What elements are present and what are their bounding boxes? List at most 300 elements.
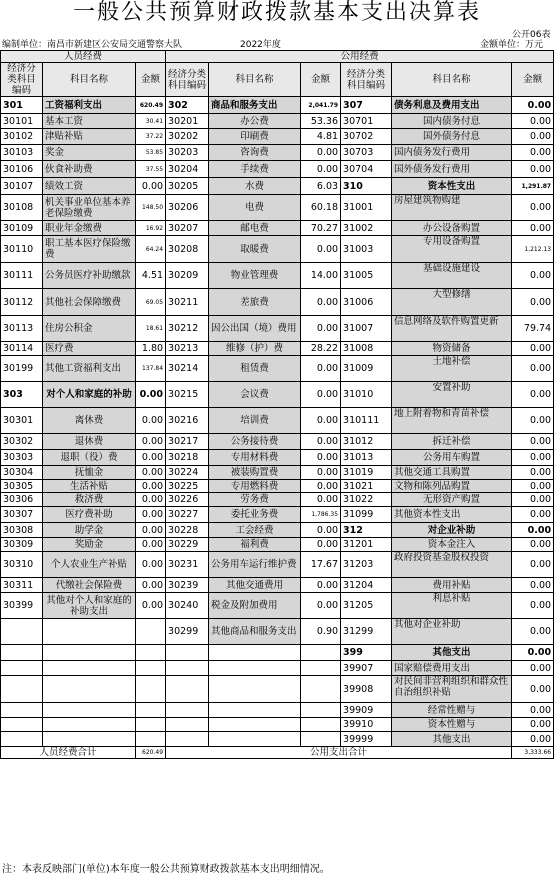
table-row (1, 408, 554, 434)
table-row (1, 145, 554, 161)
item-amount: 0.00 (512, 538, 554, 552)
item-code: 30307 (1, 507, 43, 523)
item-name: 对民间非营利组织和群众性自治组织补贴 (392, 676, 512, 703)
item-code: 31022 (341, 493, 392, 507)
item-amount: 16.92 (136, 221, 166, 236)
item-code: 30114 (1, 342, 43, 356)
item-code (1, 676, 43, 703)
item-name: 基础设施建设 (392, 263, 512, 289)
table-row (1, 382, 554, 408)
item-amount: 0.00 (301, 450, 341, 466)
item-code: 307 (341, 97, 392, 114)
item-amount: 0.00 (136, 382, 166, 408)
item-amount: 17.67 (301, 552, 341, 578)
item-name: 福利费 (209, 538, 301, 552)
item-code: 303 (1, 382, 43, 408)
item-name: 对企业补助 (392, 523, 512, 538)
item-amount: 0.00 (512, 661, 554, 676)
item-code: 39999 (341, 732, 392, 747)
item-amount: 4.51 (136, 263, 166, 289)
item-name (209, 645, 301, 661)
item-name (209, 703, 301, 718)
item-amount: 137.84 (136, 356, 166, 382)
item-name: 劳务费 (209, 493, 301, 507)
item-name: 助学金 (43, 523, 136, 538)
item-code (166, 645, 209, 661)
item-amount: 14.00 (301, 263, 341, 289)
item-code: 30113 (1, 316, 43, 342)
item-amount: 0.90 (301, 619, 341, 645)
table-row (1, 619, 554, 645)
item-amount: 30.41 (136, 114, 166, 129)
item-amount: 0.00 (512, 450, 554, 466)
table-row (1, 661, 554, 676)
item-name: 国内债务付息 (392, 114, 512, 129)
item-code (1, 718, 43, 732)
item-amount: 0.00 (136, 178, 166, 195)
item-amount: 28.22 (301, 342, 341, 356)
item-name: 费用补贴 (392, 578, 512, 593)
item-name: 救济费 (43, 493, 136, 507)
table-row (1, 129, 554, 145)
item-name: 安置补助 (392, 382, 512, 408)
item-amount: 0.00 (136, 523, 166, 538)
item-amount: 148.50 (136, 195, 166, 221)
item-code: 30203 (166, 145, 209, 161)
item-amount: 0.00 (136, 578, 166, 593)
item-code: 30240 (166, 593, 209, 619)
item-code: 31003 (341, 236, 392, 263)
item-code: 30226 (166, 493, 209, 507)
item-amount: 0.00 (512, 578, 554, 593)
item-name: 咨询费 (209, 145, 301, 161)
item-code: 31005 (341, 263, 392, 289)
table-row (1, 236, 554, 263)
item-name: 公务用车购置 (392, 450, 512, 466)
item-code: 30205 (166, 178, 209, 195)
item-amount: 1,291.87 (512, 178, 554, 195)
item-name (43, 703, 136, 718)
item-amount: 0.00 (301, 236, 341, 263)
item-name: 公务员医疗补助缴款 (43, 263, 136, 289)
item-code: 30309 (1, 538, 43, 552)
item-name: 其他交通工具购置 (392, 466, 512, 480)
item-code: 30310 (1, 552, 43, 578)
item-amount: 0.00 (512, 523, 554, 538)
item-name: 被装购置费 (209, 466, 301, 480)
item-name: 税金及附加费用 (209, 593, 301, 619)
item-amount: 0.00 (136, 466, 166, 480)
item-name: 其他支出 (392, 732, 512, 747)
item-code: 31201 (341, 538, 392, 552)
item-name: 房屋建筑物购建 (392, 195, 512, 221)
table-row (1, 434, 554, 450)
item-amount: 0.00 (301, 593, 341, 619)
table-row (1, 507, 554, 523)
item-name: 专用燃料费 (209, 480, 301, 493)
item-name: 资本金注入 (392, 538, 512, 552)
item-code: 30111 (1, 263, 43, 289)
item-amount: 0.00 (512, 161, 554, 178)
item-code: 39910 (341, 718, 392, 732)
item-name: 债务利息及费用支出 (392, 97, 512, 114)
item-code: 39907 (341, 661, 392, 676)
table-row (1, 732, 554, 747)
item-code (166, 661, 209, 676)
item-amount (301, 703, 341, 718)
item-amount: 6.03 (301, 178, 341, 195)
item-amount: 0.00 (512, 732, 554, 747)
item-name: 手续费 (209, 161, 301, 178)
item-name: 培训费 (209, 408, 301, 434)
item-amount: 4.81 (301, 129, 341, 145)
item-name: 其他对个人和家庭的补助支出 (43, 593, 136, 619)
item-code: 30202 (166, 129, 209, 145)
item-code: 31205 (341, 593, 392, 619)
item-amount: 0.00 (512, 289, 554, 316)
table-row (1, 523, 554, 538)
item-name (43, 619, 136, 645)
item-name: 公务用车运行维护费 (209, 552, 301, 578)
item-name: 绩效工资 (43, 178, 136, 195)
item-name (43, 661, 136, 676)
item-amount (136, 703, 166, 718)
compiling-unit: 编制单位：南昌市新建区公安局交通警察大队 (2, 40, 183, 50)
item-amount: 0.00 (512, 382, 554, 408)
item-code: 31204 (341, 578, 392, 593)
item-code (166, 732, 209, 747)
item-code: 30110 (1, 236, 43, 263)
item-name: 个人农业生产补贴 (43, 552, 136, 578)
item-name: 文物和陈列品购置 (392, 480, 512, 493)
item-name: 医疗费补助 (43, 507, 136, 523)
item-name: 奖金 (43, 145, 136, 161)
item-amount: 37.55 (136, 161, 166, 178)
item-name: 无形资产购置 (392, 493, 512, 507)
item-code: 30214 (166, 356, 209, 382)
item-amount (301, 718, 341, 732)
item-name: 物业管理费 (209, 263, 301, 289)
item-name: 物资储备 (392, 342, 512, 356)
item-code: 30112 (1, 289, 43, 316)
item-code (166, 676, 209, 703)
item-code: 31013 (341, 450, 392, 466)
item-name: 邮电费 (209, 221, 301, 236)
item-code: 31099 (341, 507, 392, 523)
item-code (166, 703, 209, 718)
item-name: 水费 (209, 178, 301, 195)
item-name (43, 732, 136, 747)
footnote: 注：本表反映部门(单位)本年度一般公共预算财政拨款基本支出明细情况。 (2, 864, 330, 875)
item-name: 伙食补助费 (43, 161, 136, 178)
item-amount: 0.00 (512, 114, 554, 129)
item-code: 31002 (341, 221, 392, 236)
item-code: 30206 (166, 195, 209, 221)
item-amount: 53.36 (301, 114, 341, 129)
item-code: 302 (166, 97, 209, 114)
item-amount: 0.00 (512, 676, 554, 703)
item-code: 30102 (1, 129, 43, 145)
expenditure-table (0, 50, 554, 759)
item-code: 30701 (341, 114, 392, 129)
item-amount: 64.24 (136, 236, 166, 263)
item-code: 30306 (1, 493, 43, 507)
item-code: 399 (341, 645, 392, 661)
item-name: 其他交通费用 (209, 578, 301, 593)
item-name: 信息网络及软件购置更新 (392, 316, 512, 342)
item-name (209, 732, 301, 747)
table-row (1, 221, 554, 236)
item-amount: 0.00 (301, 408, 341, 434)
item-name (209, 718, 301, 732)
public-total-value: 3,333.66 (512, 747, 554, 759)
item-amount: 0.00 (136, 538, 166, 552)
item-code: 31203 (341, 552, 392, 578)
item-code (1, 732, 43, 747)
item-amount: 0.00 (512, 645, 554, 661)
item-name: 其他支出 (392, 645, 512, 661)
col-header-amount: 金额 (136, 63, 166, 97)
item-name: 商品和服务支出 (209, 97, 301, 114)
item-code: 30208 (166, 236, 209, 263)
col-header-code: 经济分类科目编码 (341, 63, 392, 97)
item-amount: 0.00 (512, 408, 554, 434)
table-row (1, 161, 554, 178)
item-amount: 0.00 (512, 97, 554, 114)
item-name: 国内债务发行费用 (392, 145, 512, 161)
item-code: 31019 (341, 466, 392, 480)
table-row (1, 356, 554, 382)
item-code: 310111 (341, 408, 392, 434)
item-name: 地上附着物和青苗补偿 (392, 408, 512, 434)
item-name: 利息补贴 (392, 593, 512, 619)
item-amount: 69.05 (136, 289, 166, 316)
item-amount: 0.00 (301, 480, 341, 493)
item-code: 30101 (1, 114, 43, 129)
item-name: 大型修缮 (392, 289, 512, 316)
item-amount: 70.27 (301, 221, 341, 236)
item-code: 30311 (1, 578, 43, 593)
table-row (1, 178, 554, 195)
item-amount: 0.00 (512, 356, 554, 382)
table-row (1, 578, 554, 593)
item-code: 30212 (166, 316, 209, 342)
personnel-total-value: 620.49 (136, 747, 166, 759)
item-code: 30703 (341, 145, 392, 161)
table-row (1, 676, 554, 703)
item-code: 31021 (341, 480, 392, 493)
item-name: 国外债务付息 (392, 129, 512, 145)
item-amount: 0.00 (301, 538, 341, 552)
item-amount: 1.80 (136, 342, 166, 356)
item-amount: 0.00 (301, 316, 341, 342)
item-amount: 0.00 (301, 145, 341, 161)
item-name: 其他社会保障缴费 (43, 289, 136, 316)
item-code: 30702 (341, 129, 392, 145)
item-code: 30228 (166, 523, 209, 538)
table-row (1, 593, 554, 619)
item-code: 30399 (1, 593, 43, 619)
item-code: 30704 (341, 161, 392, 178)
item-amount: 620.49 (136, 97, 166, 114)
item-code: 30231 (166, 552, 209, 578)
item-code: 31008 (341, 342, 392, 356)
item-code: 31009 (341, 356, 392, 382)
item-name: 拆迁补偿 (392, 434, 512, 450)
item-code: 30299 (166, 619, 209, 645)
table-row (1, 263, 554, 289)
table-number: 公开06表 (512, 30, 551, 40)
item-amount: 0.00 (512, 145, 554, 161)
item-name (43, 718, 136, 732)
item-code: 301 (1, 97, 43, 114)
item-amount: 0.00 (301, 578, 341, 593)
report-title: 一般公共预算财政拨款基本支出决算表 (72, 0, 481, 25)
table-row (1, 645, 554, 661)
col-header-name: 科目名称 (209, 63, 301, 97)
item-code: 30108 (1, 195, 43, 221)
col-header-name: 科目名称 (392, 63, 512, 97)
item-amount: 0.00 (512, 263, 554, 289)
item-amount: 0.00 (512, 342, 554, 356)
item-amount: 0.00 (136, 552, 166, 578)
table-row (1, 195, 554, 221)
item-code: 30109 (1, 221, 43, 236)
item-name: 专用材料费 (209, 450, 301, 466)
item-amount (136, 661, 166, 676)
col-header-code: 经济分类科目编码 (166, 63, 209, 97)
item-name: 抚恤金 (43, 466, 136, 480)
item-code: 30301 (1, 408, 43, 434)
col-header-name: 科目名称 (43, 63, 136, 97)
item-amount: 0.00 (301, 356, 341, 382)
item-name: 专用设备购置 (392, 236, 512, 263)
item-amount: 0.00 (301, 289, 341, 316)
item-amount (136, 645, 166, 661)
item-code: 30216 (166, 408, 209, 434)
item-code: 30303 (1, 450, 43, 466)
item-name: 政府投资基金股权投资 (392, 552, 512, 578)
item-name: 工资福利支出 (43, 97, 136, 114)
table-row (1, 97, 554, 114)
table-row (1, 538, 554, 552)
item-amount: 2,041.79 (301, 97, 341, 114)
item-code: 30209 (166, 263, 209, 289)
item-amount (301, 732, 341, 747)
item-name: 其他资本性支出 (392, 507, 512, 523)
item-name: 奖励金 (43, 538, 136, 552)
item-name (43, 676, 136, 703)
item-code: 39909 (341, 703, 392, 718)
table-row (1, 493, 554, 507)
item-code: 30213 (166, 342, 209, 356)
table-row (1, 480, 554, 493)
item-amount (301, 661, 341, 676)
item-amount: 0.00 (136, 434, 166, 450)
item-code: 31007 (341, 316, 392, 342)
item-code: 31006 (341, 289, 392, 316)
item-amount (136, 676, 166, 703)
item-amount (136, 718, 166, 732)
item-code: 30229 (166, 538, 209, 552)
item-code: 312 (341, 523, 392, 538)
item-amount: 0.00 (512, 129, 554, 145)
item-name: 办公设备购置 (392, 221, 512, 236)
item-name: 印刷费 (209, 129, 301, 145)
item-code: 30302 (1, 434, 43, 450)
item-name: 因公出国（境）费用 (209, 316, 301, 342)
item-name: 国外债务发行费用 (392, 161, 512, 178)
item-amount: 0.00 (512, 552, 554, 578)
item-name: 代缴社会保险费 (43, 578, 136, 593)
personnel-total-label: 人员经费合计 (1, 747, 136, 759)
item-code: 30305 (1, 480, 43, 493)
item-code (1, 661, 43, 676)
item-amount: 0.00 (136, 593, 166, 619)
item-name: 委托业务费 (209, 507, 301, 523)
item-name: 取暖费 (209, 236, 301, 263)
item-amount: 0.00 (301, 382, 341, 408)
item-amount (136, 732, 166, 747)
item-name (209, 661, 301, 676)
item-name: 办公费 (209, 114, 301, 129)
item-amount: 0.00 (512, 493, 554, 507)
item-name: 其他商品和服务支出 (209, 619, 301, 645)
personnel-header: 人员经费 (1, 51, 166, 63)
item-name: 工会经费 (209, 523, 301, 538)
item-amount: 60.18 (301, 195, 341, 221)
item-name: 职工基本医疗保险缴费 (43, 236, 136, 263)
item-code: 30201 (166, 114, 209, 129)
item-name: 国家赔偿费用支出 (392, 661, 512, 676)
item-amount: 0.00 (136, 507, 166, 523)
item-amount: 79.74 (512, 316, 554, 342)
item-amount: 0.00 (512, 593, 554, 619)
public-header: 公用经费 (166, 51, 554, 63)
public-total-label: 公用支出合计 (166, 747, 512, 759)
item-code: 31010 (341, 382, 392, 408)
item-code: 30217 (166, 434, 209, 450)
item-amount: 0.00 (512, 195, 554, 221)
item-code: 31001 (341, 195, 392, 221)
item-code: 30103 (1, 145, 43, 161)
item-amount: 1,212.13 (512, 236, 554, 263)
item-name: 经常性赠与 (392, 703, 512, 718)
item-code (166, 718, 209, 732)
item-name: 电费 (209, 195, 301, 221)
item-amount: 0.00 (301, 493, 341, 507)
item-code: 30107 (1, 178, 43, 195)
item-name: 资本性赠与 (392, 718, 512, 732)
table-row (1, 466, 554, 480)
item-name: 公务接待费 (209, 434, 301, 450)
col-header-amount: 金额 (301, 63, 341, 97)
item-name: 差旅费 (209, 289, 301, 316)
item-name: 租赁费 (209, 356, 301, 382)
item-name: 职业年金缴费 (43, 221, 136, 236)
item-code: 30239 (166, 578, 209, 593)
item-amount: 0.00 (512, 703, 554, 718)
item-name: 会议费 (209, 382, 301, 408)
item-name: 土地补偿 (392, 356, 512, 382)
item-code: 39908 (341, 676, 392, 703)
item-amount: 0.00 (512, 434, 554, 450)
item-code: 30215 (166, 382, 209, 408)
item-code: 30204 (166, 161, 209, 178)
item-name (209, 676, 301, 703)
item-name (43, 645, 136, 661)
item-name: 资本性支出 (392, 178, 512, 195)
